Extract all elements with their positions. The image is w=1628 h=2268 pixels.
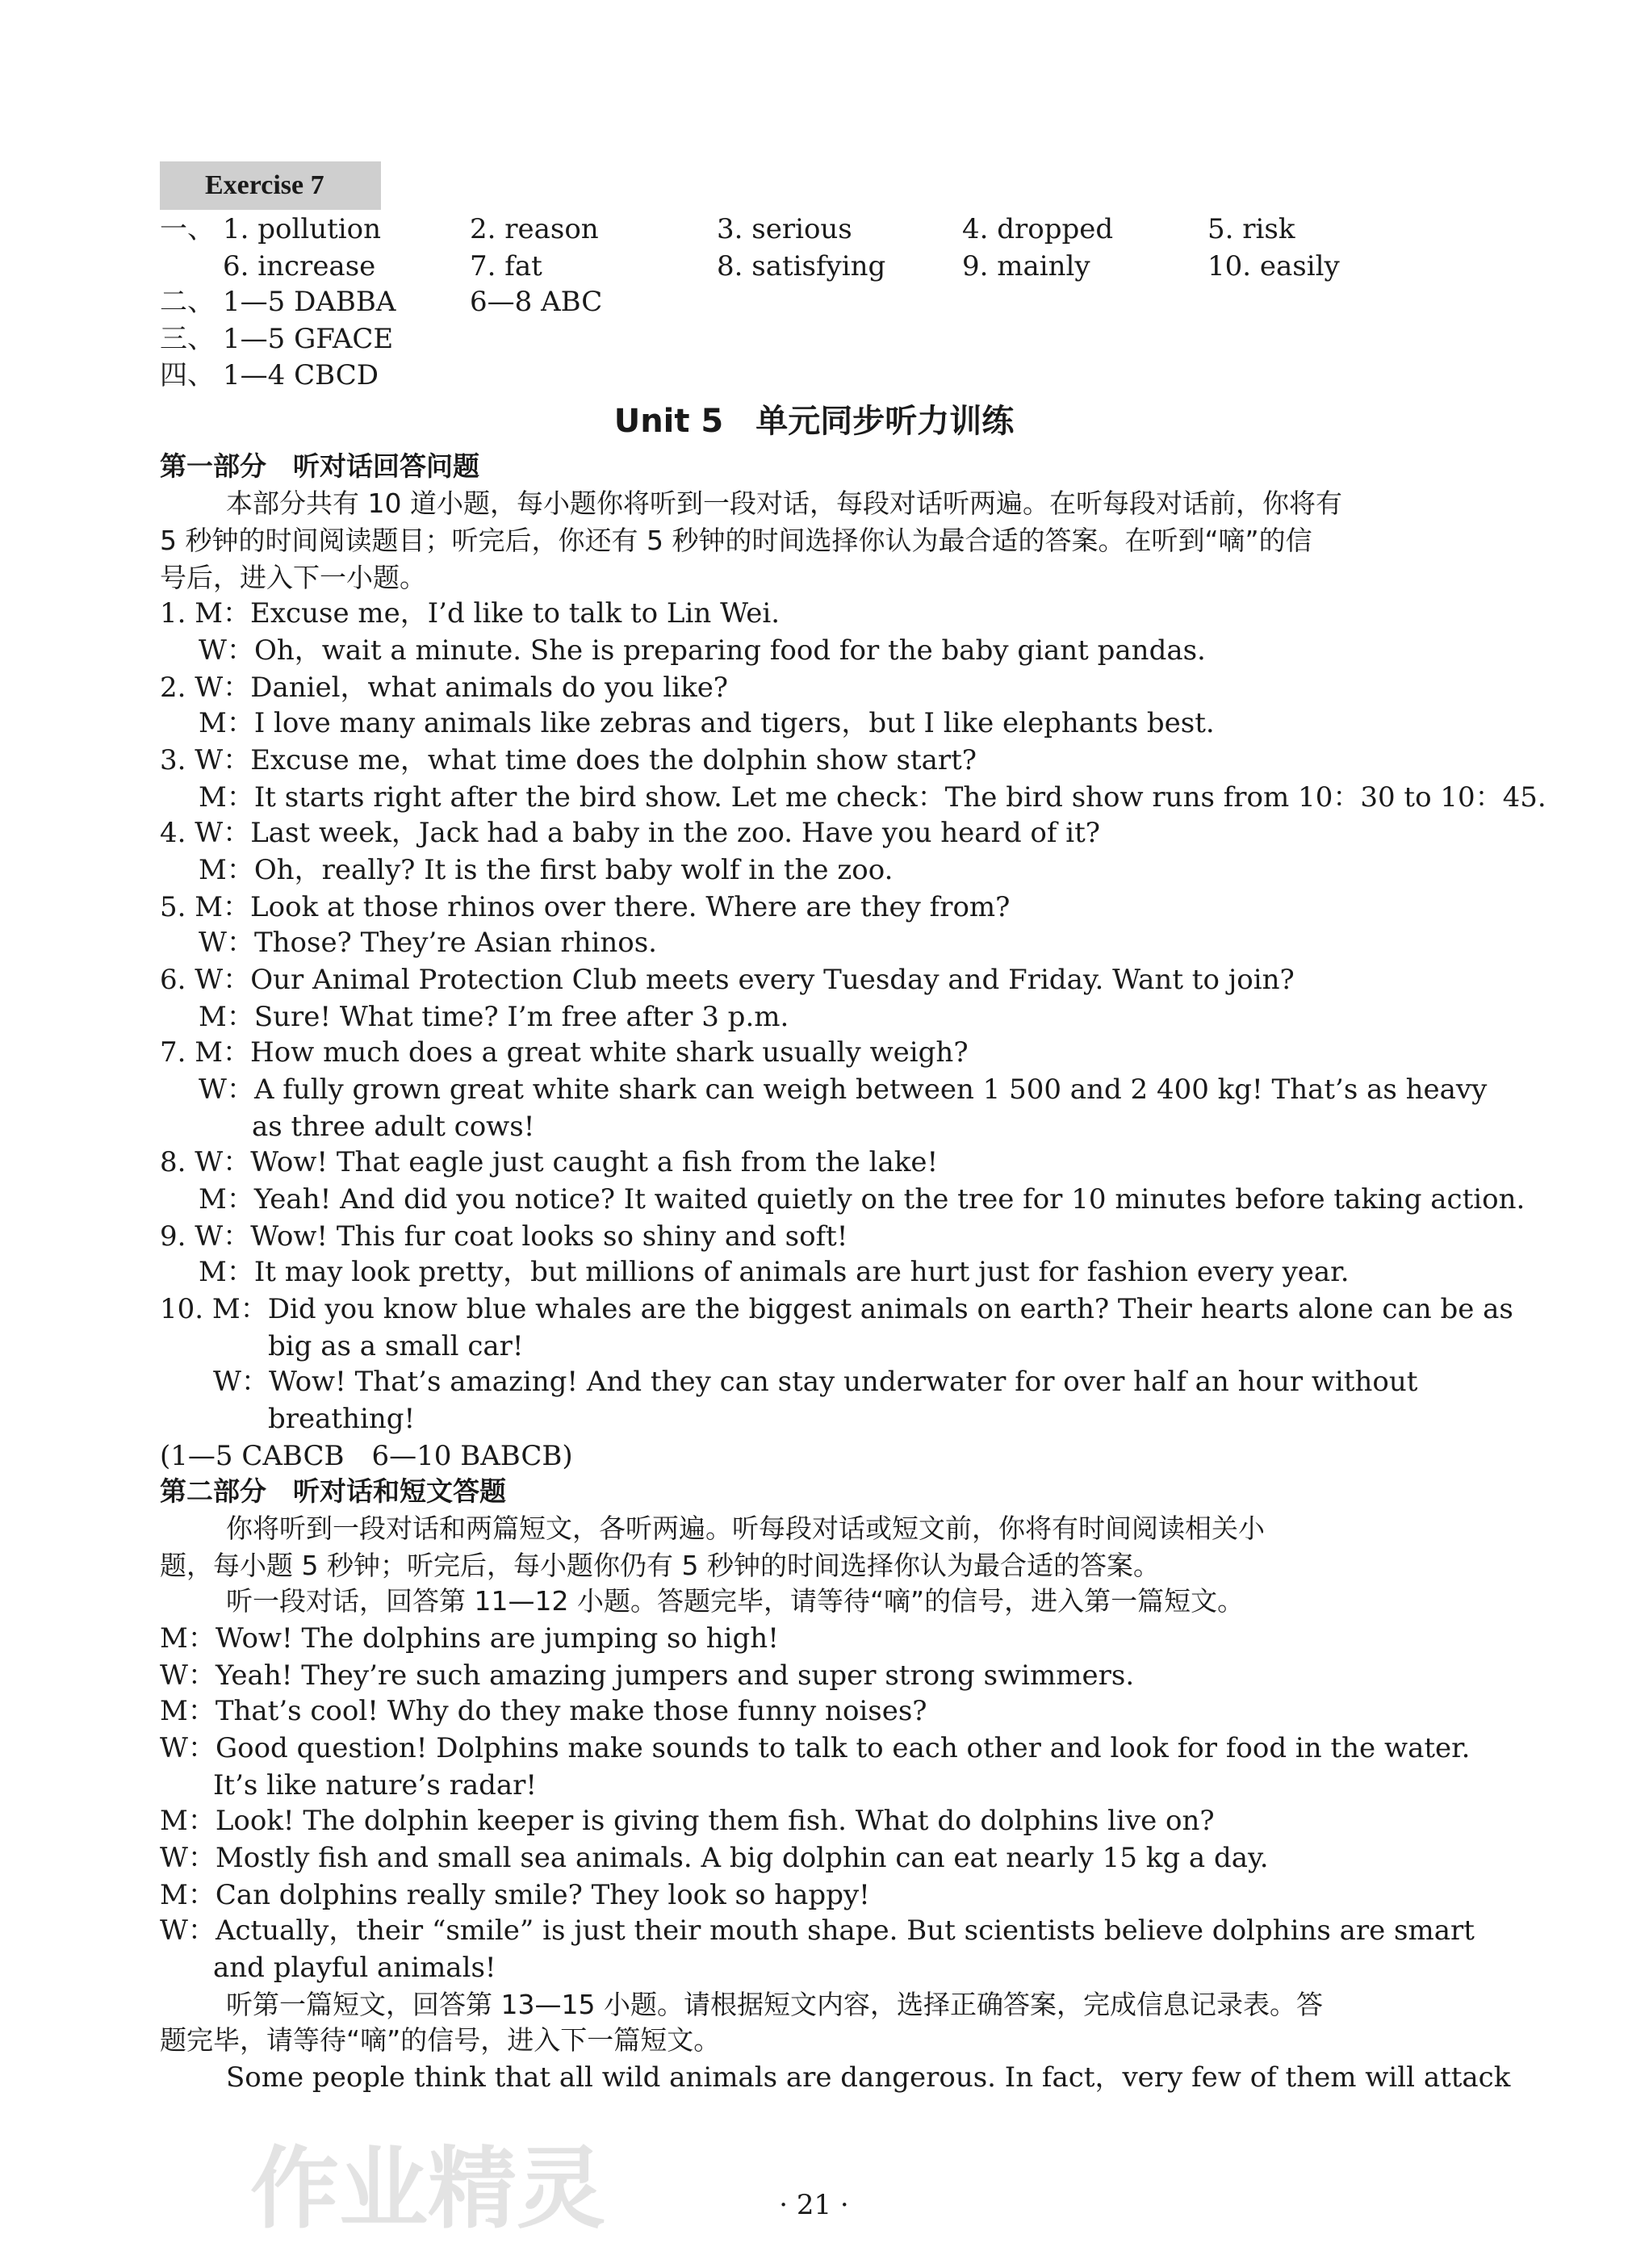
answer-3: 3. serious <box>717 213 852 245</box>
section1-answers: (1—5 CABCB 6—10 BABCB) <box>160 1440 573 1472</box>
section1-intro-line: 本部分共有 10 道小题，每小题你将听到一段对话，每段对话听两遍。在听每段对话前，你将有 <box>226 487 1342 519</box>
watermark-logo <box>242 2131 726 2244</box>
passage-first-line: Some people think that all wild animals are dangerous. In fact，very few of them will attack <box>226 2061 1511 2094</box>
page-number: · 21 · <box>779 2189 849 2221</box>
section2-title: 第二部分 听对话和短文答题 <box>160 1475 506 1507</box>
dialogue-line: M：It starts right after the bird show. Let me check：The bird show runs from 10：30 to 10：45. <box>199 781 1546 814</box>
dialogue-line: M：That’s cool! Why do they make those funny noises? <box>160 1695 927 1727</box>
dialogue-line: M：It may look pretty，but millions of animals are hurt just for fashion every year. <box>199 1256 1350 1288</box>
part4-label: 四、 <box>160 359 215 391</box>
dialogue-line: W：Wow! That’s amazing! And they can stay underwater for over half an hour without <box>213 1366 1418 1398</box>
passage-intro-line: 听第一篇短文，回答第 13—15 小题。请根据短文内容，选择正确答案，完成信息记录表。答 <box>226 1989 1323 2020</box>
section1-intro-line: 号后，进入下一小题。 <box>160 562 426 593</box>
dialogue-line: W：Those? They’re Asian rhinos. <box>199 927 657 959</box>
section2-intro-line: 听一段对话，回答第 11—12 小题。答题完毕，请等待“嘀”的信号，进入第一篇短文。 <box>226 1585 1245 1617</box>
dialogue-line: M：I love many animals like zebras and tigers，but I like elephants best. <box>199 707 1215 739</box>
section2-intro-line: 你将听到一段对话和两篇短文，各听两遍。听每段对话或短文前，你将有时间阅读相关小 <box>226 1513 1265 1544</box>
answer-2: 2. reason <box>470 213 599 245</box>
answer-6: 6. increase <box>223 250 376 282</box>
dialogue-line: M：Can dolphins really smile? They look so happy! <box>160 1879 870 1911</box>
dialogue-line: 9. W：Wow! This fur coat looks so shiny and soft! <box>160 1220 848 1253</box>
section1-intro-line: 5 秒钟的时间阅读题目；听完后，你还有 5 秒钟的时间选择你认为最合适的答案。在听到“嘀”的信 <box>160 525 1312 556</box>
dialogue-line: W：Yeah! They’re such amazing jumpers and super strong swimmers. <box>160 1659 1135 1692</box>
dialogue-line: as three adult cows! <box>252 1111 535 1143</box>
dialogue-line: It’s like nature’s radar! <box>213 1769 538 1801</box>
unit-title: Unit 5 单元同步听力训练 <box>613 403 1015 440</box>
exercise-title: Exercise 7 <box>160 161 381 210</box>
answer-1: 1. pollution <box>223 213 382 245</box>
part3-label: 三、 <box>160 323 215 355</box>
part3-answers: 1—5 GFACE <box>223 323 394 355</box>
dialogue-line: 8. W：Wow! That eagle just caught a fish from the lake! <box>160 1146 939 1178</box>
watermark-text: 作业精灵 <box>250 2137 605 2241</box>
dialogue-line: 2. W：Daniel，what animals do you like? <box>160 672 729 704</box>
dialogue-line: 1. M：Excuse me，I’d like to talk to Lin Wei. <box>160 597 781 630</box>
dialogue-line: and playful animals! <box>213 1952 496 1984</box>
answer-8: 8. satisfying <box>717 250 886 282</box>
dialogue-line: 3. W：Excuse me，what time does the dolphin show start? <box>160 744 977 776</box>
answer-4: 4. dropped <box>962 213 1114 245</box>
dialogue-line: M：Wow! The dolphins are jumping so high! <box>160 1622 779 1655</box>
answer-5: 5. risk <box>1207 213 1295 245</box>
dialogue-line: 7. M：How much does a great white shark usually weigh? <box>160 1036 969 1069</box>
dialogue-line: M：Look! The dolphin keeper is giving them fish. What do dolphins live on? <box>160 1805 1215 1837</box>
dialogue-line: 6. W：Our Animal Protection Club meets every Tuesday and Friday. Want to join? <box>160 964 1295 996</box>
dialogue-line: W：Actually，their “smile” is just their mouth shape. But scientists believe dolphins are smart <box>160 1914 1475 1947</box>
dialogue-line: 10. M：Did you know blue whales are the biggest animals on earth? Their hearts alone can be as <box>160 1293 1513 1325</box>
part1-label: 一、 <box>160 213 215 245</box>
passage-intro-line: 题完毕，请等待“嘀”的信号，进入下一篇短文。 <box>160 2024 721 2056</box>
dialogue-line: W：Mostly fish and small sea animals. A big dolphin can eat nearly 15 kg a day. <box>160 1842 1269 1874</box>
dialogue-line: M：Yeah! And did you notice? It waited quietly on the tree for 10 minutes before taking action. <box>199 1183 1525 1216</box>
answer-10: 10. easily <box>1207 250 1340 282</box>
dialogue-line: 5. M：Look at those rhinos over there. Where are they from? <box>160 891 1011 923</box>
dialogue-line: 4. W：Last week，Jack had a baby in the zoo. Have you heard of it? <box>160 817 1101 849</box>
dialogue-line: breathing! <box>268 1403 416 1435</box>
dialogue-line: M：Sure! What time? I’m free after 3 p.m. <box>199 1001 789 1033</box>
part2-answers-b: 6—8 ABC <box>470 286 603 318</box>
dialogue-line: W：Oh，wait a minute. She is preparing food for the baby giant pandas. <box>199 634 1206 667</box>
dialogue-line: W：Good question! Dolphins make sounds to talk to each other and look for food in the water. <box>160 1732 1471 1764</box>
section1-title: 第一部分 听对话回答问题 <box>160 450 479 482</box>
dialogue-line: M：Oh，really? It is the first baby wolf in the zoo. <box>199 854 894 886</box>
part4-answers: 1—4 CBCD <box>223 359 379 391</box>
section2-intro-line: 题，每小题 5 秒钟；听完后，每小题你仍有 5 秒钟的时间选择你认为最合适的答案。 <box>160 1550 1160 1581</box>
dialogue-line: big as a small car! <box>268 1330 524 1362</box>
answer-9: 9. mainly <box>962 250 1090 282</box>
answer-7: 7. fat <box>470 250 542 282</box>
part2-label: 二、 <box>160 286 215 318</box>
dialogue-line: W：A fully grown great white shark can weigh between 1 500 and 2 400 kg! That’s as heavy <box>199 1073 1488 1106</box>
part2-answers-a: 1—5 DABBA <box>223 286 396 318</box>
